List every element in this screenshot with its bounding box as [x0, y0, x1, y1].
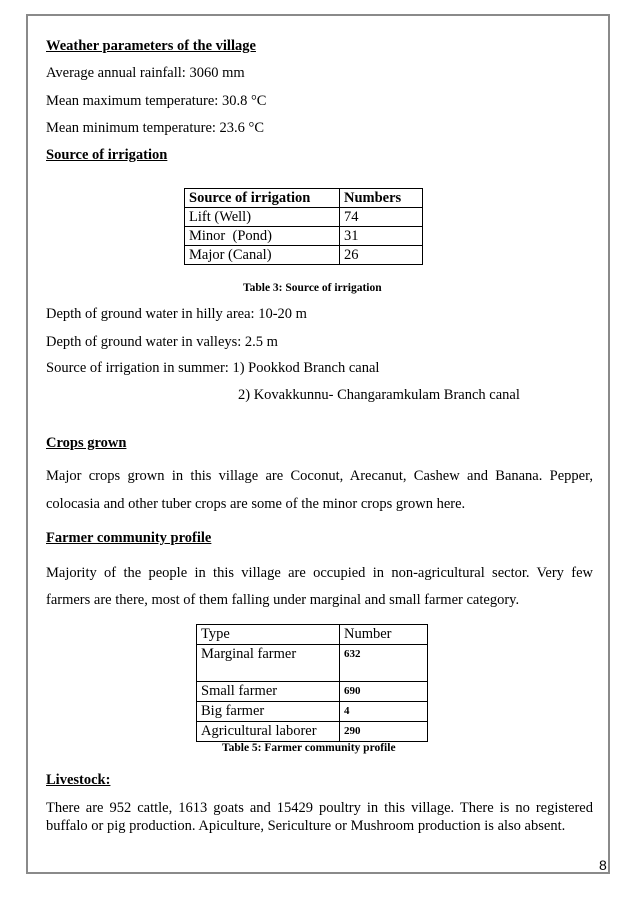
weather-heading: Weather parameters of the village: [46, 38, 256, 54]
table-row: [185, 227, 423, 246]
table3-caption: Table 3: Source of irrigation: [243, 282, 382, 294]
min-temp-text: Mean minimum temperature: 23.6 °C: [46, 120, 265, 136]
livestock-paragraph: [46, 800, 593, 817]
irrigation-table: [184, 188, 423, 265]
table-cell: 290: [340, 722, 428, 742]
table-header-cell: Numbers: [340, 189, 423, 208]
table-cell: Marginal farmer: [197, 645, 340, 682]
table-header-cell: Number: [340, 625, 428, 645]
paragraph-line: colocasia and other tuber crops are some of the minor crops grown here.: [46, 496, 466, 512]
paragraph-line: farmers are there, most of them falling under marginal and small farmer category.: [46, 592, 520, 608]
hilly-depth-text: Depth of ground water in hilly area: 10-20 m: [46, 306, 307, 322]
page-number: 8: [599, 857, 607, 873]
irrigation-heading: Source of irrigation: [46, 147, 168, 163]
paragraph-line: There are 952 cattle, 1613 goats and 15429 poultry in this village. There is no registered: [46, 800, 593, 816]
summer-source-text: Source of irrigation in summer: 1) Pookkod Branch canal: [46, 360, 380, 376]
table-cell: 74: [340, 208, 423, 227]
farmer-profile-table: [196, 624, 428, 742]
table-row: [197, 645, 428, 682]
table-row: [197, 682, 428, 702]
table-cell: 31: [340, 227, 423, 246]
table-cell: Lift (Well): [185, 208, 340, 227]
table-row: [197, 702, 428, 722]
farmers-heading: Farmer community profile: [46, 530, 212, 546]
table-header-row: [197, 625, 428, 645]
table-cell: Small farmer: [197, 682, 340, 702]
table-cell: Major (Canal): [185, 246, 340, 265]
summer-source-2-text: 2) Kovakkunnu- Changaramkulam Branch canal: [238, 387, 520, 403]
table-cell: 4: [340, 702, 428, 722]
valley-depth-text: Depth of ground water in valleys: 2.5 m: [46, 334, 278, 350]
table-header-cell: Source of irrigation: [185, 189, 340, 208]
table-row: [185, 208, 423, 227]
table-header-cell: Type: [197, 625, 340, 645]
table-cell: 632: [340, 645, 428, 682]
table5-caption: Table 5: Farmer community profile: [222, 742, 396, 754]
table-cell: Big farmer: [197, 702, 340, 722]
table-cell: 26: [340, 246, 423, 265]
crops-heading: Crops grown: [46, 435, 127, 451]
crops-paragraph: [46, 468, 593, 485]
max-temp-text: Mean maximum temperature: 30.8 °C: [46, 93, 267, 109]
table-row: [197, 722, 428, 742]
livestock-heading: Livestock:: [46, 772, 111, 788]
table-cell: Agricultural laborer: [197, 722, 340, 742]
farmers-paragraph: [46, 565, 593, 582]
table-row: [185, 246, 423, 265]
table-header-row: [185, 189, 423, 208]
paragraph-line: Major crops grown in this village are Coconut, Arecanut, Cashew and Banana. Pepper,: [46, 468, 593, 484]
paragraph-line: buffalo or pig production. Apiculture, Sericulture or Mushroom production is also absent.: [46, 818, 566, 834]
table-cell: 690: [340, 682, 428, 702]
paragraph-line: Majority of the people in this village are occupied in non-agricultural sector. Very few: [46, 565, 593, 581]
table-cell: Minor (Pond): [185, 227, 340, 246]
rainfall-text: Average annual rainfall: 3060 mm: [46, 65, 245, 81]
